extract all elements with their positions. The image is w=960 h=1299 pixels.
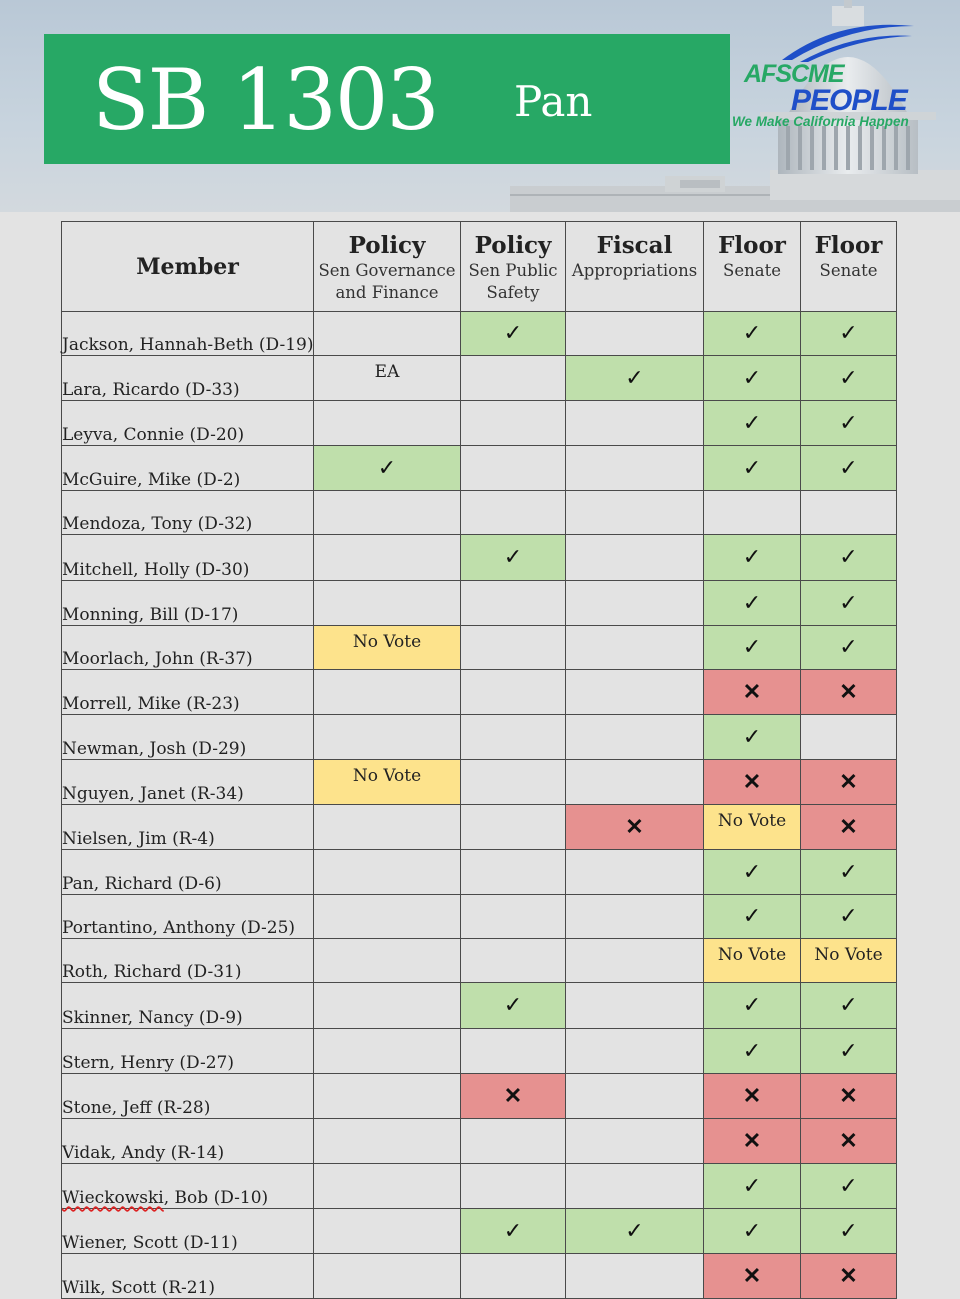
vote-cell-yes [704, 1164, 801, 1209]
vote-rows [62, 312, 897, 1299]
check-icon: ✓ [742, 1218, 762, 1244]
vote-cell-yes [801, 1164, 897, 1209]
member-name: Stone, Jeff (R-28) [62, 1074, 314, 1119]
check-icon: ✓ [625, 365, 644, 391]
no-vote-label: No Vote [814, 944, 883, 965]
column-header-floor-senate-1: Floor Senate [704, 222, 801, 312]
no-vote-label: No Vote [352, 766, 422, 786]
title-banner [44, 34, 730, 164]
vote-cell-empty [566, 670, 704, 715]
table-header-row [62, 222, 897, 312]
vote-cell-no-vote [704, 805, 801, 850]
vote-cell-empty [461, 626, 566, 670]
member-name: Newman, Josh (D-29) [62, 715, 314, 760]
cross-icon: ✕ [503, 1083, 523, 1109]
cross-icon: ✕ [839, 679, 858, 705]
no-vote-label: No Vote [717, 944, 787, 965]
vote-cell-yes [801, 446, 897, 491]
vote-cell-empty [566, 850, 704, 895]
table-row [62, 626, 897, 670]
cross-icon: ✕ [625, 814, 644, 840]
vote-cell-empty [566, 895, 704, 939]
vote-cell-no [801, 1074, 897, 1119]
vote-cell-yes [704, 312, 801, 356]
check-icon: ✓ [839, 410, 858, 436]
table-row [62, 1254, 897, 1299]
vote-cell-empty [461, 760, 566, 805]
vote-cell-yes [801, 983, 897, 1029]
check-icon: ✓ [503, 1218, 523, 1244]
table-row [62, 581, 897, 626]
cross-icon: ✕ [839, 814, 858, 840]
vote-cell-empty [461, 1254, 566, 1299]
table-row [62, 850, 897, 895]
check-icon: ✓ [839, 1173, 858, 1199]
vote-cell-empty [461, 581, 566, 626]
logo-tagline: We Make California Happen [732, 114, 909, 129]
column-header-floor-senate-2: Floor Senate [801, 222, 897, 312]
member-name: Monning, Bill (D-17) [62, 581, 314, 626]
check-icon: ✓ [742, 410, 762, 436]
vote-cell-yes [801, 535, 897, 581]
vote-cell-yes [801, 356, 897, 401]
table-row [62, 805, 897, 850]
vote-cell-empty [314, 1209, 461, 1254]
vote-cell-no [704, 760, 801, 805]
table-row [62, 356, 897, 401]
vote-cell-empty [461, 491, 566, 535]
vote-cell-yes [704, 356, 801, 401]
swoosh-icon [778, 16, 918, 66]
check-icon: ✓ [377, 455, 397, 481]
vote-cell-no [801, 805, 897, 850]
vote-cell-empty [314, 1164, 461, 1209]
column-header-policy-governance: Policy Sen Governance and Finance [314, 222, 461, 312]
member-name: Wilk, Scott (R-21) [62, 1254, 314, 1299]
check-icon: ✓ [839, 993, 858, 1018]
vote-cell-yes [801, 581, 897, 626]
logo-afscme-text: AFSCME [744, 60, 844, 88]
cross-icon: ✕ [839, 1128, 858, 1154]
cross-icon: ✕ [839, 1263, 858, 1289]
vote-cell-empty [461, 446, 566, 491]
vote-cell-empty [314, 805, 461, 850]
check-icon: ✓ [503, 993, 523, 1018]
vote-cell-empty [566, 760, 704, 805]
excused-label: EA [374, 362, 400, 382]
member-name: Nguyen, Janet (R-34) [62, 760, 314, 805]
vote-cell-empty [461, 356, 566, 401]
vote-cell-yes [704, 715, 801, 760]
vote-cell-empty [566, 581, 704, 626]
vote-cell-empty [566, 939, 704, 983]
table-row [62, 1074, 897, 1119]
no-vote-label: No Vote [717, 811, 787, 831]
vote-cell-empty [314, 312, 461, 356]
vote-cell-yes [704, 446, 801, 491]
vote-cell-empty [566, 1254, 704, 1299]
check-icon: ✓ [839, 635, 858, 660]
member-name: Vidak, Andy (R-14) [62, 1119, 314, 1164]
vote-cell-no-vote [704, 939, 801, 983]
vote-cell-empty [314, 939, 461, 983]
member-name: McGuire, Mike (D-2) [62, 446, 314, 491]
vote-cell-yes [801, 1209, 897, 1254]
table-row [62, 983, 897, 1029]
vote-cell-yes [461, 1209, 566, 1254]
table-row [62, 1119, 897, 1164]
check-icon: ✓ [839, 455, 858, 481]
vote-cell-yes [566, 1209, 704, 1254]
cross-icon: ✕ [839, 769, 858, 795]
vote-cell-empty [566, 1119, 704, 1164]
vote-cell-empty [314, 1254, 461, 1299]
vote-cell-excused [314, 356, 461, 401]
check-icon: ✓ [742, 635, 762, 660]
vote-cell-yes [801, 401, 897, 446]
check-icon: ✓ [625, 1218, 644, 1244]
vote-cell-empty [314, 491, 461, 535]
member-name: Portantino, Anthony (D-25) [62, 895, 314, 939]
vote-cell-no [461, 1074, 566, 1119]
vote-cell-yes [461, 535, 566, 581]
member-name: Wieckowski, Bob (D-10) [62, 1164, 314, 1209]
vote-cell-empty [801, 491, 897, 535]
vote-cell-yes [461, 983, 566, 1029]
vote-cell-empty [314, 1119, 461, 1164]
vote-cell-empty [461, 715, 566, 760]
vote-cell-empty [566, 312, 704, 356]
member-name: Mitchell, Holly (D-30) [62, 535, 314, 581]
vote-cell-empty [314, 850, 461, 895]
vote-cell-empty [314, 1074, 461, 1119]
check-icon: ✓ [839, 1218, 858, 1244]
check-icon: ✓ [839, 545, 858, 570]
table-row [62, 446, 897, 491]
vote-cell-empty [566, 401, 704, 446]
member-name: Pan, Richard (D-6) [62, 850, 314, 895]
check-icon: ✓ [839, 904, 858, 929]
table-row [62, 535, 897, 581]
table-row [62, 1164, 897, 1209]
vote-cell-empty [566, 1029, 704, 1074]
vote-cell-empty [314, 983, 461, 1029]
table-row [62, 1029, 897, 1074]
vote-cell-no [704, 1074, 801, 1119]
vote-cell-yes [801, 895, 897, 939]
vote-cell-yes [704, 535, 801, 581]
table-row [62, 312, 897, 356]
column-header-member: Member [62, 222, 314, 312]
vote-cell-no [801, 760, 897, 805]
member-name: Nielsen, Jim (R-4) [62, 805, 314, 850]
check-icon: ✓ [839, 590, 858, 616]
member-name: Mendoza, Tony (D-32) [62, 491, 314, 535]
vote-cell-empty [314, 535, 461, 581]
cross-icon: ✕ [742, 1263, 762, 1289]
vote-cell-empty [461, 1029, 566, 1074]
vote-cell-empty [314, 670, 461, 715]
vote-cell-no [801, 1119, 897, 1164]
member-name: Roth, Richard (D-31) [62, 939, 314, 983]
vote-cell-empty [314, 581, 461, 626]
vote-cell-yes [704, 850, 801, 895]
table-row [62, 1209, 897, 1254]
check-icon: ✓ [742, 455, 762, 481]
vote-cell-empty [461, 805, 566, 850]
vote-cell-empty [566, 1074, 704, 1119]
no-vote-label: No Vote [352, 631, 422, 652]
vote-cell-empty [461, 850, 566, 895]
check-icon: ✓ [742, 321, 762, 346]
table-row [62, 939, 897, 983]
cross-icon: ✕ [839, 1083, 858, 1109]
vote-cell-no [801, 670, 897, 715]
check-icon: ✓ [839, 1038, 858, 1064]
vote-cell-empty [461, 670, 566, 715]
check-icon: ✓ [742, 859, 762, 885]
check-icon: ✓ [742, 1038, 762, 1064]
column-header-fiscal-appropriations: Fiscal Appropriations [566, 222, 704, 312]
cross-icon: ✕ [742, 679, 762, 705]
vote-cell-yes [801, 626, 897, 670]
vote-cell-no [566, 805, 704, 850]
vote-cell-yes [566, 356, 704, 401]
vote-cell-empty [461, 939, 566, 983]
vote-cell-yes [704, 401, 801, 446]
member-name: Wiener, Scott (D-11) [62, 1209, 314, 1254]
vote-cell-no-vote [314, 626, 461, 670]
check-icon: ✓ [742, 724, 762, 750]
vote-cell-yes [704, 1209, 801, 1254]
vote-cell-no [704, 1254, 801, 1299]
check-icon: ✓ [839, 859, 858, 885]
vote-cell-yes [801, 850, 897, 895]
vote-cell-no-vote [314, 760, 461, 805]
vote-cell-empty [566, 715, 704, 760]
vote-cell-empty [461, 401, 566, 446]
cross-icon: ✕ [742, 1083, 762, 1109]
vote-cell-empty [566, 1164, 704, 1209]
vote-cell-empty [566, 535, 704, 581]
vote-cell-empty [801, 715, 897, 760]
member-name: Jackson, Hannah-Beth (D-19) [62, 312, 314, 356]
cross-icon: ✕ [742, 769, 762, 795]
bill-author: Pan [514, 77, 593, 126]
bill-number: SB 1303 [92, 51, 438, 149]
vote-cell-yes [704, 581, 801, 626]
vote-cell-empty [461, 895, 566, 939]
vote-cell-yes [801, 312, 897, 356]
vote-cell-empty [566, 626, 704, 670]
vote-cell-yes [314, 446, 461, 491]
vote-cell-no [704, 1119, 801, 1164]
vote-cell-yes [801, 1029, 897, 1074]
check-icon: ✓ [503, 545, 523, 570]
check-icon: ✓ [742, 590, 762, 616]
vote-cell-empty [704, 491, 801, 535]
vote-cell-empty [566, 446, 704, 491]
vote-record-table [61, 221, 897, 1299]
vote-cell-no [801, 1254, 897, 1299]
vote-cell-empty [314, 1029, 461, 1074]
check-icon: ✓ [742, 1173, 762, 1199]
vote-cell-empty [314, 401, 461, 446]
column-header-policy-public-safety: Policy Sen Public Safety [461, 222, 566, 312]
logo-people-text: PEOPLE [791, 84, 907, 117]
vote-cell-yes [461, 312, 566, 356]
vote-cell-yes [704, 626, 801, 670]
vote-cell-yes [704, 1029, 801, 1074]
member-name: Morrell, Mike (R-23) [62, 670, 314, 715]
member-name: Skinner, Nancy (D-9) [62, 983, 314, 1029]
check-icon: ✓ [742, 545, 762, 570]
check-icon: ✓ [742, 904, 762, 929]
vote-cell-empty [566, 983, 704, 1029]
afscme-people-logo [728, 16, 953, 136]
table-row [62, 715, 897, 760]
vote-cell-yes [704, 895, 801, 939]
check-icon: ✓ [839, 365, 858, 391]
vote-cell-empty [461, 1164, 566, 1209]
check-icon: ✓ [503, 321, 523, 346]
check-icon: ✓ [742, 365, 762, 391]
vote-cell-empty [461, 1119, 566, 1164]
check-icon: ✓ [742, 993, 762, 1018]
table-row [62, 760, 897, 805]
member-name: Moorlach, John (R-37) [62, 626, 314, 670]
vote-cell-empty [314, 715, 461, 760]
table-row [62, 401, 897, 446]
table-row [62, 491, 897, 535]
check-icon: ✓ [839, 321, 858, 346]
member-name: Lara, Ricardo (D-33) [62, 356, 314, 401]
vote-cell-empty [314, 895, 461, 939]
vote-cell-yes [704, 983, 801, 1029]
table-row [62, 895, 897, 939]
member-name: Leyva, Connie (D-20) [62, 401, 314, 446]
vote-cell-empty [566, 491, 704, 535]
table-row [62, 670, 897, 715]
cross-icon: ✕ [742, 1128, 762, 1154]
vote-cell-no [704, 670, 801, 715]
vote-cell-no-vote [801, 939, 897, 983]
member-name: Stern, Henry (D-27) [62, 1029, 314, 1074]
